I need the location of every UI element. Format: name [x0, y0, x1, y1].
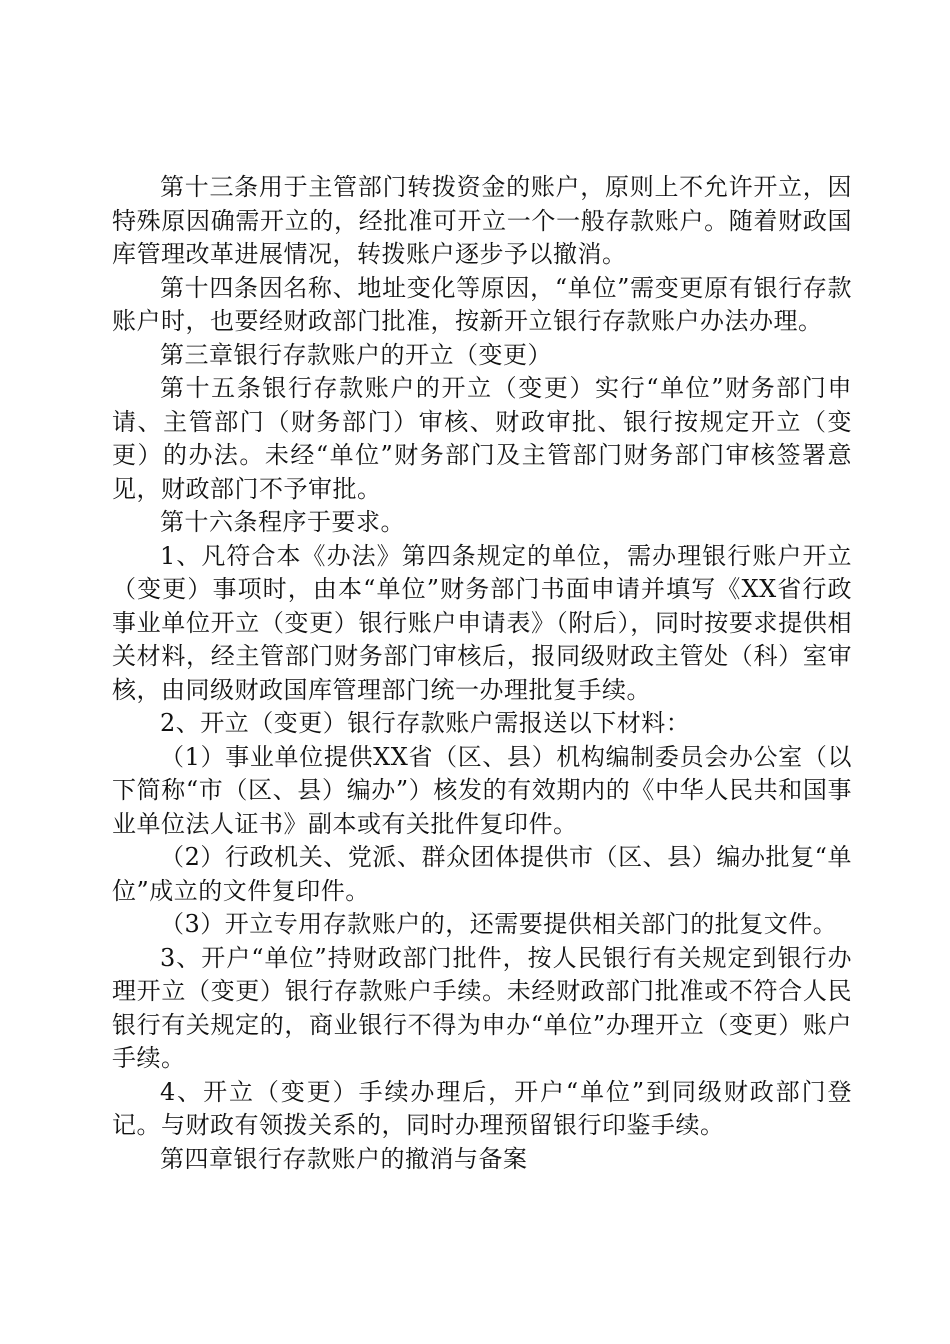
- chapter-4-heading: 第四章银行存款账户的撤消与备案: [160, 1144, 528, 1173]
- list-item-2: 2、开立（变更）银行存款账户需报送以下材料：: [160, 709, 691, 737]
- sub-item-3: （3）开立专用存款账户的，还需要提供相关部门的批复文件。: [160, 910, 838, 938]
- paragraph-article-15: 第十五条银行存款账户的开立（变更）实行“单位”财务部门申请、主管部门（财务部门）审核、财政审批、银行按规定开立（变更）的办法。未经“单位”财务部门及主管部门财务部门审核签署意见，财政部门不予审批。: [112, 374, 852, 503]
- chapter-3-heading: 第三章银行存款账户的开立（变更）: [160, 340, 552, 369]
- paragraph-article-14: 第十四条因名称、地址变化等原因，“单位”需变更原有银行存款账户时，也要经财政部门批准，按新开立银行存款账户办法办理。: [112, 273, 852, 335]
- list-item-3: 3、开户“单位”持财政部门批件，按人民银行有关规定到银行办理开立（变更）银行存款账户手续。未经财政部门批准或不符合人民银行有关规定的，商业银行不得为申办“单位”办理开立（变更）账户手续。: [112, 943, 852, 1072]
- paragraph-article-16: 第十六条程序于要求。: [160, 508, 405, 536]
- sub-item-1: （1）事业单位提供XX省（区、县）机构编制委员会办公室（以下简称“市（区、县）编办”）核发的有效期内的《中华人民共和国事业单位法人证书》副本或有关批件复印件。: [112, 742, 852, 838]
- document-body: [112, 171, 852, 1176]
- paragraph-article-13: 第十三条用于主管部门转拨资金的账户，原则上不允许开立，因特殊原因确需开立的，经批准可开立一个一般存款账户。随着财政国库管理改革进展情况，转拨账户逐步予以撤消。: [112, 173, 852, 268]
- sub-item-2: （2）行政机关、党派、群众团体提供市（区、县）编办批复“单位”成立的文件复印件。: [112, 843, 852, 905]
- list-item-1: 1、凡符合本《办法》第四条规定的单位，需办理银行账户开立（变更）事项时，由本“单位”财务部门书面申请并填写《XX省行政事业单位开立（变更）银行账户申请表》（附后），同时按要求提供相关材料，经主管部门财务部门审核后，报同级财政主管处（科）室审核，由同级财政国库管理部门统一办理批复手续。: [112, 541, 852, 704]
- list-item-4: 4、开立（变更）手续办理后，开户“单位”到同级财政部门登记。与财政有领拨关系的，同时办理预留银行印鉴手续。: [112, 1077, 852, 1139]
